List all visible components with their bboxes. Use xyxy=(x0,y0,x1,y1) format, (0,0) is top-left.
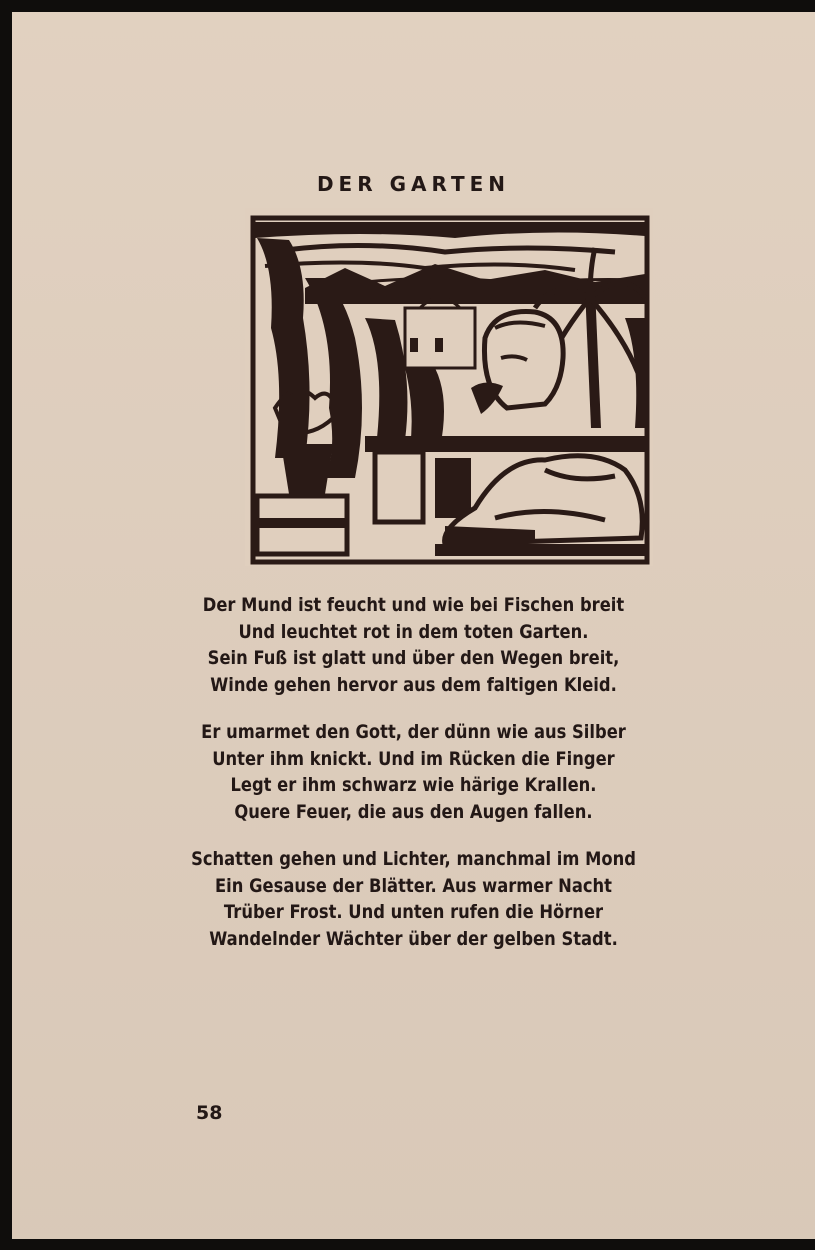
stanza xyxy=(68,846,759,952)
poem-line: Wandelnder Wächter über der gelben Stadt. xyxy=(209,927,618,950)
poem-line: Ein Gesause der Blätter. Aus warmer Nacht xyxy=(215,874,612,897)
stanza xyxy=(68,719,759,825)
poem-line: Schatten gehen und Lichter, manchmal im Mond xyxy=(191,848,636,870)
stanza xyxy=(68,592,759,698)
poem-line: Er umarmet den Gott, der dünn wie aus Silber xyxy=(201,721,626,743)
poem-line: Sein Fuß ist glatt und über den Wegen breit, xyxy=(207,647,620,669)
poem-line: Unter ihm knickt. Und im Rücken die Finger xyxy=(212,747,615,770)
page-number: 58 xyxy=(196,1102,223,1124)
poem-line: Winde gehen hervor aus dem faltigen Kleid. xyxy=(210,673,617,696)
poem-line: Legt er ihm schwarz wie härige Krallen. xyxy=(230,774,597,796)
poem-line: Quere Feuer, die aus den Augen fallen. xyxy=(234,800,593,823)
poem-line: Und leuchtet rot in dem toten Garten. xyxy=(238,620,589,643)
woodcut-illustration xyxy=(245,208,653,566)
poem-line: Trüber Frost. Und unten rufen die Hörner xyxy=(223,901,604,923)
poem-title: DER GARTEN xyxy=(316,172,511,196)
book-page xyxy=(12,12,815,1239)
poem-body xyxy=(68,592,759,973)
poem-line: Der Mund ist feucht und wie bei Fischen breit xyxy=(202,594,625,616)
